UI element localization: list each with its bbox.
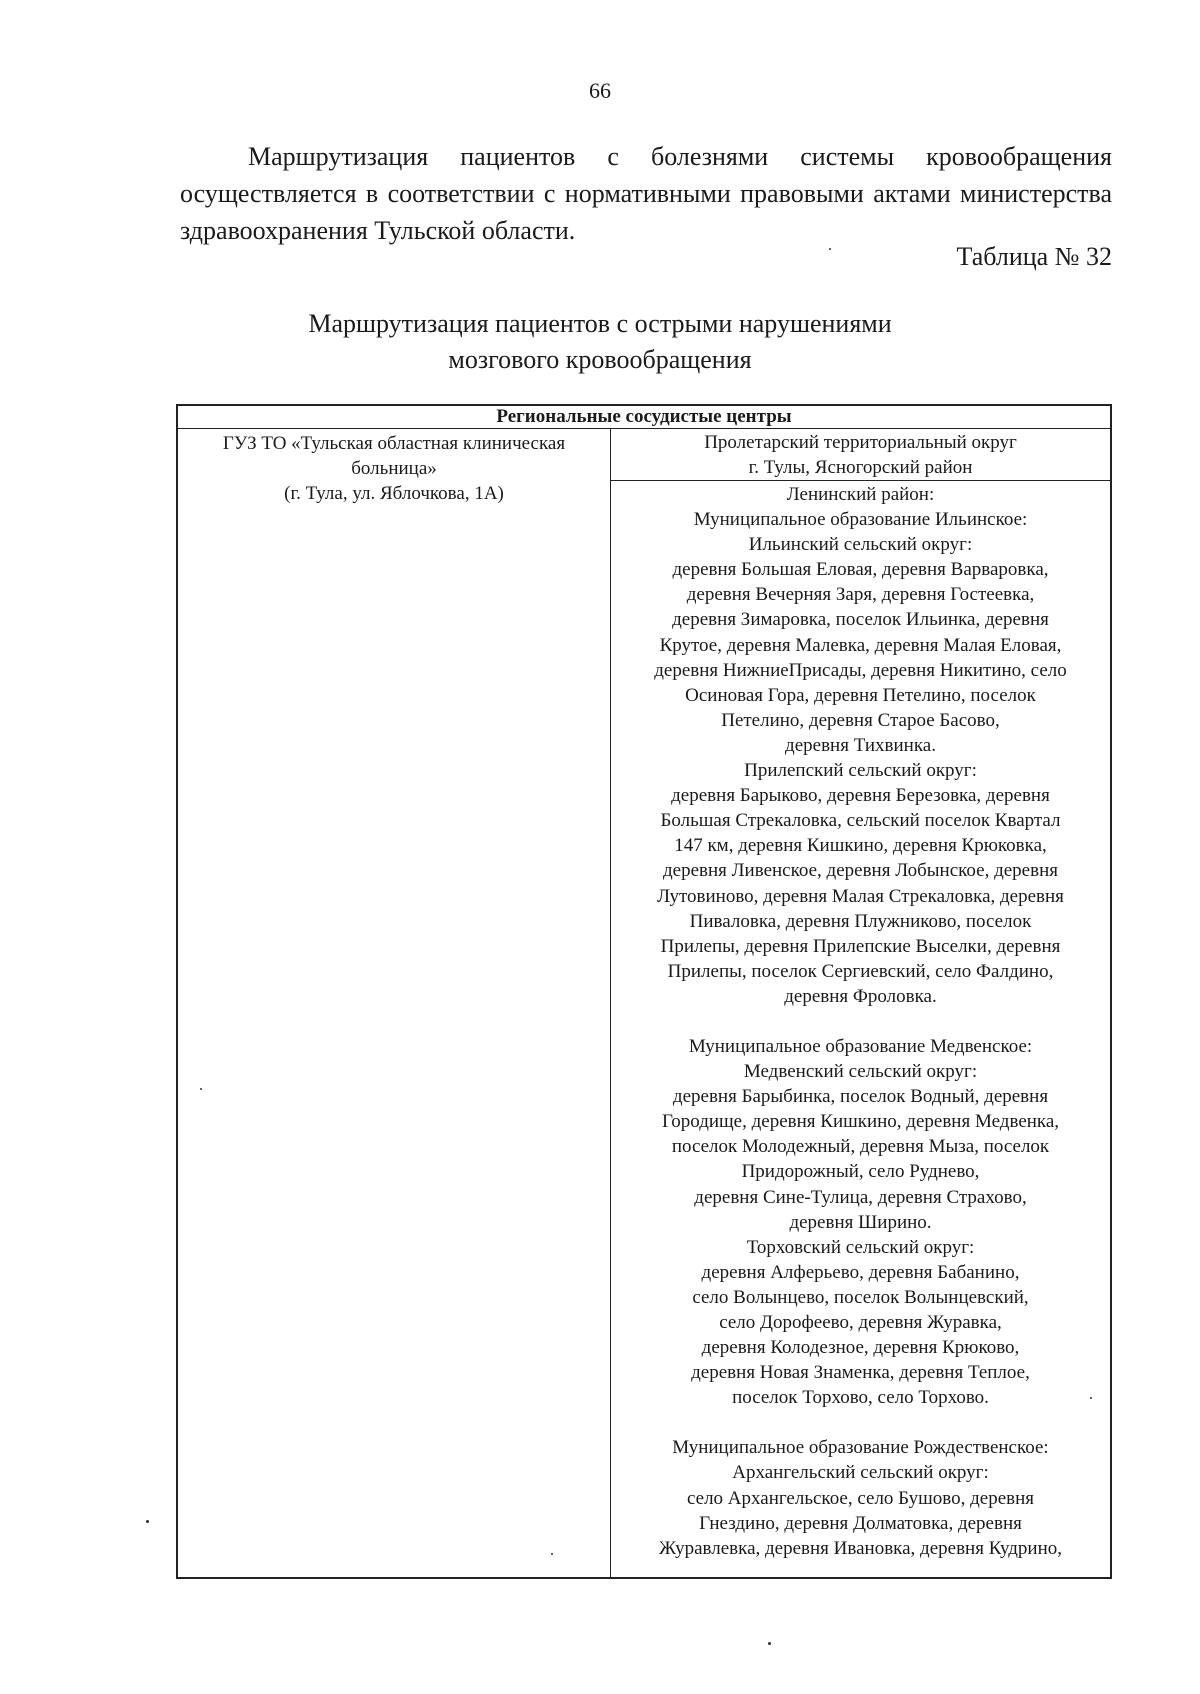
blank-line xyxy=(611,1009,1110,1034)
district-line-1: Пролетарский территориальный округ xyxy=(704,432,1017,453)
scan-speck xyxy=(200,1088,202,1090)
territory-line: Петелино, деревня Старое Басово, xyxy=(721,709,1000,731)
hospital-cell xyxy=(178,429,611,1577)
territory-list-cell xyxy=(611,481,1110,1577)
territory-line: Осиновая Гора, деревня Петелино, поселок xyxy=(685,684,1036,706)
territory-line: деревня Колодезное, деревня Крюково, xyxy=(701,1337,1020,1359)
territory-line: Прилепы, деревня Прилепские Выселки, деревня xyxy=(660,935,1061,957)
scan-speck xyxy=(829,248,831,250)
territory-line: Лутовиново, деревня Малая Стрекаловка, деревня xyxy=(657,885,1064,907)
territory-line: деревня Ливенское, деревня Лобынское, деревня xyxy=(663,860,1058,882)
blank-line xyxy=(611,1410,1110,1435)
table-label: Таблица № 32 xyxy=(956,242,1112,271)
routing-table xyxy=(176,404,1112,1579)
territory-line: Прилепский сельский округ: xyxy=(744,760,977,782)
scan-speck xyxy=(768,1642,771,1645)
table-title xyxy=(0,306,1200,378)
territory-line: Архангельский сельский округ: xyxy=(732,1462,989,1484)
territory-line: деревня Ширино. xyxy=(789,1211,932,1233)
page-number: 66 xyxy=(589,78,611,103)
hospital-name-line-1: ГУЗ ТО «Тульская областная клиническая xyxy=(222,433,566,454)
territory-line: 147 км, деревня Кишкино, деревня Крюковка, xyxy=(674,835,1047,857)
territories-column xyxy=(611,429,1110,1577)
territory-line: деревня Вечерняя Заря, деревня Гостеевка, xyxy=(686,584,1035,606)
territory-line: деревня Сине-Тулица, деревня Страхово, xyxy=(694,1186,1027,1208)
territory-line: Муниципальное образование Ильинское: xyxy=(693,509,1028,531)
territory-line: Муниципальное образование Медвенское: xyxy=(688,1035,1033,1057)
territory-line: Большая Стрекаловка, сельский поселок Квартал xyxy=(660,810,1061,832)
hospital-name-line-2: больница» xyxy=(351,458,437,479)
territory-line: Ленинский район: xyxy=(786,484,935,505)
territory-line: поселок Молодежный, деревня Мыза, поселок xyxy=(671,1136,1050,1158)
district-line-2: г. Тулы, Ясногорский район xyxy=(748,457,973,478)
hospital-address: (г. Тула, ул. Яблочкова, 1А) xyxy=(284,483,504,504)
territory-line: деревня Большая Еловая, деревня Варваровка, xyxy=(672,559,1049,581)
territory-line: село Волынцево, поселок Волынцевский, xyxy=(692,1286,1029,1308)
table-body-row xyxy=(178,429,1110,1577)
territory-line: деревня Фроловка. xyxy=(784,985,937,1007)
territory-line: Крутое, деревня Малевка, деревня Малая Еловая, xyxy=(659,634,1062,656)
territory-line: село Архангельское, село Бушово, деревня xyxy=(686,1487,1035,1509)
territory-line: деревня Зимаровка, поселок Ильинка, деревня xyxy=(672,609,1049,631)
territory-line: Муниципальное образование Рождественское: xyxy=(672,1437,1049,1459)
territory-line: Ильинский сельский округ: xyxy=(748,534,973,556)
table-title-line-1: Маршрутизация пациентов с острыми нарушениями xyxy=(308,309,892,338)
scan-speck xyxy=(146,1520,149,1523)
territory-line: Пиваловка, деревня Плужниково, поселок xyxy=(689,910,1032,932)
territory-line: село Дорофеево, деревня Журавка, xyxy=(719,1312,1002,1333)
territory-line: Городище, деревня Кишкино, деревня Медвенка, xyxy=(661,1111,1060,1133)
table-title-line-2: мозгового кровообращения xyxy=(448,345,752,374)
territory-line: деревня Алферьево, деревня Бабанино, xyxy=(701,1261,1020,1283)
territory-line: деревня Новая Знаменка, деревня Теплое, xyxy=(691,1362,1030,1384)
territory-line: Гнездино, деревня Долматовка, деревня xyxy=(699,1512,1022,1534)
territory-line: Журавлевка, деревня Ивановка, деревня Кудрино, xyxy=(658,1537,1063,1559)
scan-speck xyxy=(1090,1397,1092,1399)
territory-line: Медвенский сельский округ: xyxy=(743,1061,978,1083)
territory-line: Торховский сельский округ: xyxy=(746,1236,975,1258)
territory-line: поселок Торхово, село Торхово. xyxy=(732,1387,989,1409)
territory-line: Придорожный, село Руднево, xyxy=(741,1161,980,1183)
table-header: Региональные сосудистые центры xyxy=(178,406,1110,429)
district-cell xyxy=(611,429,1110,481)
territory-line: Прилепы, поселок Сергиевский, село Фалдино, xyxy=(667,960,1054,982)
scan-speck xyxy=(551,1553,553,1555)
territory-line: деревня Барыково, деревня Березовка, деревня xyxy=(671,785,1050,807)
intro-paragraph: Маршрутизация пациентов с болезнями системы кровообращения осуществляется в соответствии с нормативными правовыми актами министерства здравоохранения Тульской области. xyxy=(180,142,1112,245)
territory-line: деревня Тихвинка. xyxy=(785,734,936,756)
territory-line: деревня Барыбинка, поселок Водный, деревня xyxy=(672,1086,1049,1108)
territory-line: деревня НижниеПрисады, деревня Никитино, село xyxy=(654,659,1067,681)
